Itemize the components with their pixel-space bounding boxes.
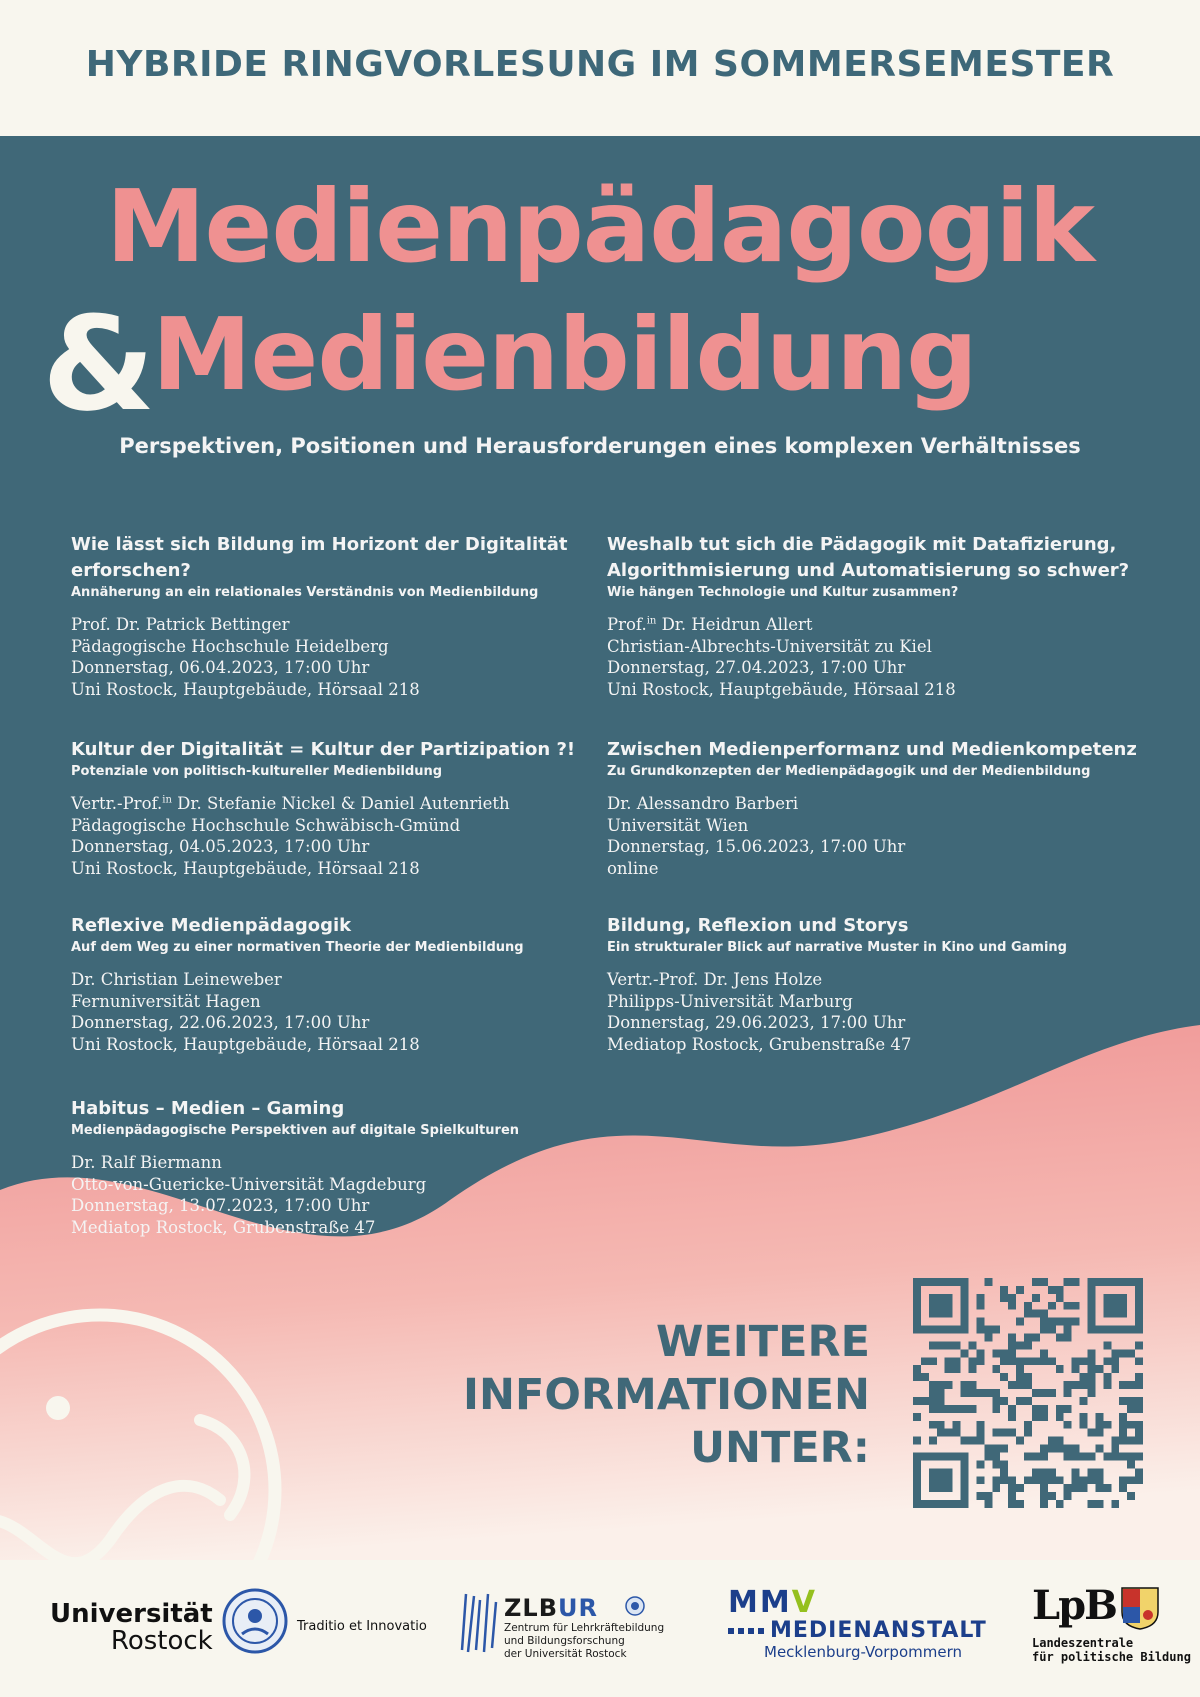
lecture-date: Donnerstag, 22.06.2023, 17:00 Uhr xyxy=(71,1013,370,1032)
lecture-subtitle: Medienpädagogische Perspektiven auf digitale Spielkulturen xyxy=(71,1123,520,1138)
lecture-item xyxy=(607,532,1147,700)
lecture-subtitle: Auf dem Weg zu einer normativen Theorie der Medienbildung xyxy=(71,940,524,955)
lecture-title-line: Algorithmisierung und Automatisierung so schwer? xyxy=(607,560,1130,581)
mmv-dots-icon xyxy=(728,1626,764,1636)
lecture-institution: Pädagogische Hochschule Schwäbisch-Gmünd xyxy=(71,815,461,835)
lecture-location: Uni Rostock, Hauptgebäude, Hörsaal 218 xyxy=(71,1034,420,1054)
uni-rostock-motto: Traditio et Innovatio xyxy=(297,1619,427,1634)
lecture-location: Uni Rostock, Hauptgebäude, Hörsaal 218 xyxy=(71,858,420,878)
lecture-date: Donnerstag, 27.04.2023, 17:00 Uhr xyxy=(607,658,906,677)
lecture-title xyxy=(607,913,1147,939)
lecture-title-line: erforschen? xyxy=(71,560,191,581)
lpb-line1: Landeszentrale xyxy=(1032,1636,1134,1650)
lecture-item xyxy=(607,913,1147,1055)
mmv-region: Mecklenburg-Vorpommern xyxy=(764,1643,962,1661)
main-title-line1: Medienpädagogik xyxy=(106,168,1094,285)
zlb-name: ZLBUR xyxy=(504,1594,598,1622)
lecture-title xyxy=(71,532,611,584)
lecture-location: Mediatop Rostock, Grubenstraße 47 xyxy=(71,1217,376,1237)
lpb-mark: LpB xyxy=(1032,1582,1116,1629)
mmv-name: MEDIENANSTALT xyxy=(770,1618,987,1643)
uni-rostock-line1: Universität xyxy=(50,1599,213,1629)
uni-rostock-seal-icon xyxy=(222,1588,288,1654)
lecture-item xyxy=(71,532,611,700)
lpb-line2: für politische Bildung xyxy=(1032,1650,1191,1664)
lecture-title xyxy=(71,737,611,763)
lecture-speaker: Prof.$^{in}$ Dr. Heidrun Allert xyxy=(607,615,813,634)
lecture-subtitle: Zu Grundkonzepten der Medienpädagogik und der Medienbildung xyxy=(607,764,1091,779)
more-info-text xyxy=(400,1316,870,1475)
lecture-title-line: Bildung, Reflexion und Storys xyxy=(607,915,909,936)
top-heading: HYBRIDE RINGVORLESUNG IM SOMMERSEMESTER xyxy=(85,44,1115,85)
lecture-speaker: Vertr.-Prof.$^{in}$ Dr. Stefanie Nickel & Daniel Autenrieth xyxy=(71,794,510,813)
lecture-institution: Christian-Albrechts-Universität zu Kiel xyxy=(607,636,932,656)
subtitle: Perspektiven, Positionen und Herausforderungen eines komplexen Verhältnisses xyxy=(119,434,1081,458)
lecture-item xyxy=(607,737,1147,879)
lecture-item xyxy=(71,1096,611,1238)
zlb-desc-line: und Bildungsforschung xyxy=(504,1635,625,1647)
zlb-desc-line: der Universität Rostock xyxy=(504,1648,627,1660)
main-title-line2: Medienbildung xyxy=(152,296,977,413)
lecture-title-line: Habitus – Medien – Gaming xyxy=(71,1098,345,1119)
lecture-title xyxy=(71,913,611,939)
mmv-logo xyxy=(728,1585,987,1661)
lecture-speaker: Prof. Dr. Patrick Bettinger xyxy=(71,615,290,634)
lecture-subtitle: Annäherung an ein relationales Verständnis von Medienbildung xyxy=(71,585,539,600)
lecture-item xyxy=(71,737,611,879)
uni-rostock-line2: Rostock xyxy=(110,1626,213,1656)
more-info-line: UNTER: xyxy=(690,1423,870,1473)
lecture-speaker: Vertr.-Prof. Dr. Jens Holze xyxy=(607,970,823,989)
more-info-line: WEITERE xyxy=(656,1317,870,1367)
lecture-title-line: Reflexive Medienpädagogik xyxy=(71,915,352,936)
zlb-seal-icon xyxy=(625,1596,645,1616)
lecture-item xyxy=(71,913,611,1055)
lecture-institution: Philipps-Universität Marburg xyxy=(607,991,853,1011)
lecture-title-line: Kultur der Digitalität = Kultur der Partizipation ?! xyxy=(71,739,576,760)
lecture-institution: Pädagogische Hochschule Heidelberg xyxy=(71,636,389,656)
lecture-subtitle: Ein strukturaler Blick auf narrative Muster in Kino und Gaming xyxy=(607,940,1067,955)
lecture-speaker: Dr. Ralf Biermann xyxy=(71,1153,222,1172)
uni-rostock-logo xyxy=(50,1600,213,1654)
lecture-institution: Otto-von-Guericke-Universität Magdeburg xyxy=(71,1174,427,1194)
lecture-title xyxy=(607,532,1147,584)
mmv-mark: MMV xyxy=(728,1585,817,1620)
lecture-subtitle: Potenziale von politisch-kultureller Medienbildung xyxy=(71,764,443,779)
lecture-date: Donnerstag, 06.04.2023, 17:00 Uhr xyxy=(71,658,370,677)
lpb-mark-row xyxy=(1032,1582,1191,1630)
lecture-title-line: Wie lässt sich Bildung im Horizont der Digitalität xyxy=(71,534,568,555)
lecture-institution: Fernuniversität Hagen xyxy=(71,991,261,1011)
more-info-line: INFORMATIONEN xyxy=(463,1370,870,1420)
mmv-name-row xyxy=(728,1618,987,1643)
lecture-speaker: Dr. Christian Leineweber xyxy=(71,970,282,989)
main-title-ampersand: & xyxy=(42,288,156,440)
lecture-date: Donnerstag, 29.06.2023, 17:00 Uhr xyxy=(607,1013,906,1032)
lecture-date: Donnerstag, 04.05.2023, 17:00 Uhr xyxy=(71,837,370,856)
lecture-subtitle: Wie hängen Technologie und Kultur zusammen? xyxy=(607,585,959,600)
lecture-title xyxy=(607,737,1147,763)
zlb-desc-line: Zentrum für Lehrkräftebildung xyxy=(504,1622,665,1634)
qr-code[interactable] xyxy=(913,1278,1143,1508)
lecture-institution: Universität Wien xyxy=(607,815,749,835)
lecture-location: Uni Rostock, Hauptgebäude, Hörsaal 218 xyxy=(71,679,420,699)
lpb-logo xyxy=(1032,1582,1191,1664)
lecture-speaker: Dr. Alessandro Barberi xyxy=(607,794,799,813)
lecture-title-line: Zwischen Medienperformanz und Medienkompetenz xyxy=(607,739,1137,760)
lecture-location: Mediatop Rostock, Grubenstraße 47 xyxy=(607,1034,912,1054)
lpb-crest-icon xyxy=(1120,1586,1160,1630)
lecture-date: Donnerstag, 15.06.2023, 17:00 Uhr xyxy=(607,837,906,856)
zlb-strokes-icon xyxy=(456,1590,500,1654)
lecture-date: Donnerstag, 13.07.2023, 17:00 Uhr xyxy=(71,1196,370,1215)
lecture-location: Uni Rostock, Hauptgebäude, Hörsaal 218 xyxy=(607,679,956,699)
lecture-title-line: Weshalb tut sich die Pädagogik mit Datafizierung, xyxy=(607,534,1117,555)
lecture-location: online xyxy=(607,858,659,878)
lecture-title xyxy=(71,1096,611,1122)
